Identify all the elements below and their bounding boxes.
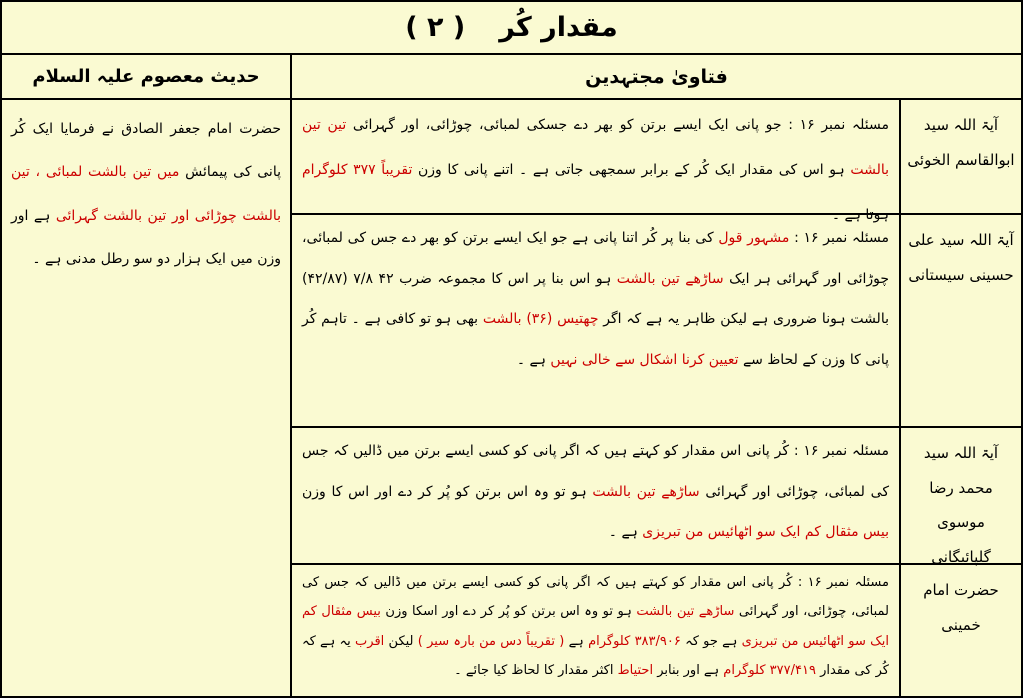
column-header-fatawa: فتاویٰ مجتہدین [585, 65, 728, 88]
text-segment: احتیاط [613, 662, 654, 678]
text-segment: بیس مثقال کم ایک سو اٹھائیس من تبریزی [637, 524, 889, 541]
title-number: ( ۲ ) [405, 12, 466, 43]
title-text: مقدار کُر [499, 12, 618, 43]
scholar-name-khomeini: حضرت امام خمینی [899, 565, 1021, 696]
table-row [292, 100, 1021, 223]
text-segment: یہ ہے کہ کُر کی مقدار [302, 633, 889, 678]
text-segment: مسئلہ نمبر ۱۶ : کُر پانی اس مقدار کو کہتے ہیں کہ اگر پانی کو کسی ایسے برتن میں ڈالیں کہ جس کی لمبائی، چوڑائی، اور گہرائی [302, 575, 889, 620]
text-segment: ( تقریباً دس من بارہ سیر ) [413, 633, 565, 649]
table-row [292, 428, 1021, 565]
text-segment: میں تین بالشت لمبائی ، تین بالشت چوڑائی اور تین بالشت گہرائی [11, 164, 281, 224]
text-segment: ہوتا ہے ۔ [831, 206, 889, 223]
text-segment: ۳۸۳/۹۰۶ کلوگرام [583, 633, 681, 649]
text-segment: تقریباً ۳۷۷ کلوگرام [302, 161, 413, 178]
text-segment: ہو تو وہ اس برتن کو پُر کر دے اور اس کا وزن [302, 483, 587, 500]
scholar-name-sistani: آیۃ اللہ سید علی حسینی سیستانی [899, 215, 1021, 426]
text-segment: ہو اس کی مقدار ایک کُر کے برابر سمجھی جاتی ہے ۔ اتنے پانی کا وزن [412, 161, 845, 178]
text-segment: ہے اور وزن میں ایک ہزار دو سو رطل مدنی ہے ۔ [11, 207, 281, 268]
text-segment: بیس مثقال کم ایک سو اٹھائیس من تبریزی [302, 604, 889, 649]
text-segment: ہو اس بنا پر اس کا مجموعہ ضرب ۴۲ ۷/۸ (۴۲/۸۷) بالشت ہونا ضروری ہے لیکن ظاہر یہ ہے کہ اگر [302, 270, 889, 328]
table-header-row [2, 55, 1021, 100]
text-segment: ہے اور بنابر [653, 662, 720, 678]
table-body [2, 100, 1021, 696]
text-segment: تین تین بالشت [302, 117, 889, 178]
scholar-name-golpayegani: آیۃ اللہ سید محمد رضا موسوی گلپائیگانی [899, 428, 1021, 563]
text-segment: ہے جو کہ [680, 633, 738, 649]
text-segment: ساڑھے تین بالشت [631, 604, 735, 620]
text-segment: ساڑھے تین بالشت [611, 270, 724, 287]
column-header-hadith: حدیث معصوم علیہ السلام [2, 55, 292, 98]
text-segment: لیکن [384, 633, 414, 649]
table-row [292, 215, 1021, 428]
text-segment: اکثر مقدار کا لحاظ کیا جائے ۔ [454, 662, 614, 678]
text-segment: تعیین کرنا اشکال سے خالی نہیں [545, 351, 739, 368]
text-segment: مشہور قول [713, 230, 790, 246]
text-segment: مسئلہ نمبر ۱۶ : جو پانی ایک ایسے برتن کو بھر دے جسکی لمبائی، چوڑائی، اور گہرائی [346, 117, 889, 133]
text-segment: حضرت امام جعفر الصادق نے فرمایا ایک کُر پانی کی پیمائش [11, 121, 281, 181]
fatwa-text-sistani [292, 215, 899, 426]
table-row [292, 565, 1021, 696]
fatwa-text-golpayegani [292, 428, 899, 563]
text-segment: ۳۷۷/۴۱۹ کلوگرام [719, 662, 816, 678]
text-segment: کی بنا پر کُر اتنا پانی ہے جو ایک ایسے برتن کو بھر دے جس کی لمبائی، چوڑائی اور گہرائی ہر ایک [302, 230, 890, 287]
text-segment: اقرب [350, 633, 385, 649]
text-segment: بھی ہو تو کافی ہے ۔ تاہم کُر پانی کا وزن کے لحاظ سے [302, 311, 889, 368]
fatwa-rows [292, 100, 1021, 696]
fatwa-text-khomeini [292, 565, 899, 696]
text-segment: ہے ۔ [516, 351, 546, 368]
text-segment: مسئلہ نمبر ۱۶ : [789, 230, 890, 246]
scholar-name-khoei: آیۃ اللہ سید ابوالقاسم الخوئی [899, 100, 1021, 213]
text-segment: ہے [564, 633, 584, 649]
text-segment: مسئلہ نمبر ۱۶ : کُر پانی اس مقدار کو کہتے ہیں کہ اگر پانی کو کسی ایسے برتن میں ڈالیں کہ جس کی لمبائی، چوڑائی اور گہرائی [302, 443, 890, 500]
hadith-text-cell [2, 100, 292, 696]
text-segment: ساڑھے تین بالشت [586, 483, 700, 500]
fatwa-text-khoei [292, 100, 899, 223]
text-segment: چھتیس (۳۶) بالشت [478, 311, 599, 328]
page-title [2, 2, 1021, 55]
text-segment: ہے ۔ [608, 524, 638, 541]
text-segment: ہو تو وہ اس برتن کو پُر کر دے اور اسکا وزن [380, 604, 632, 620]
